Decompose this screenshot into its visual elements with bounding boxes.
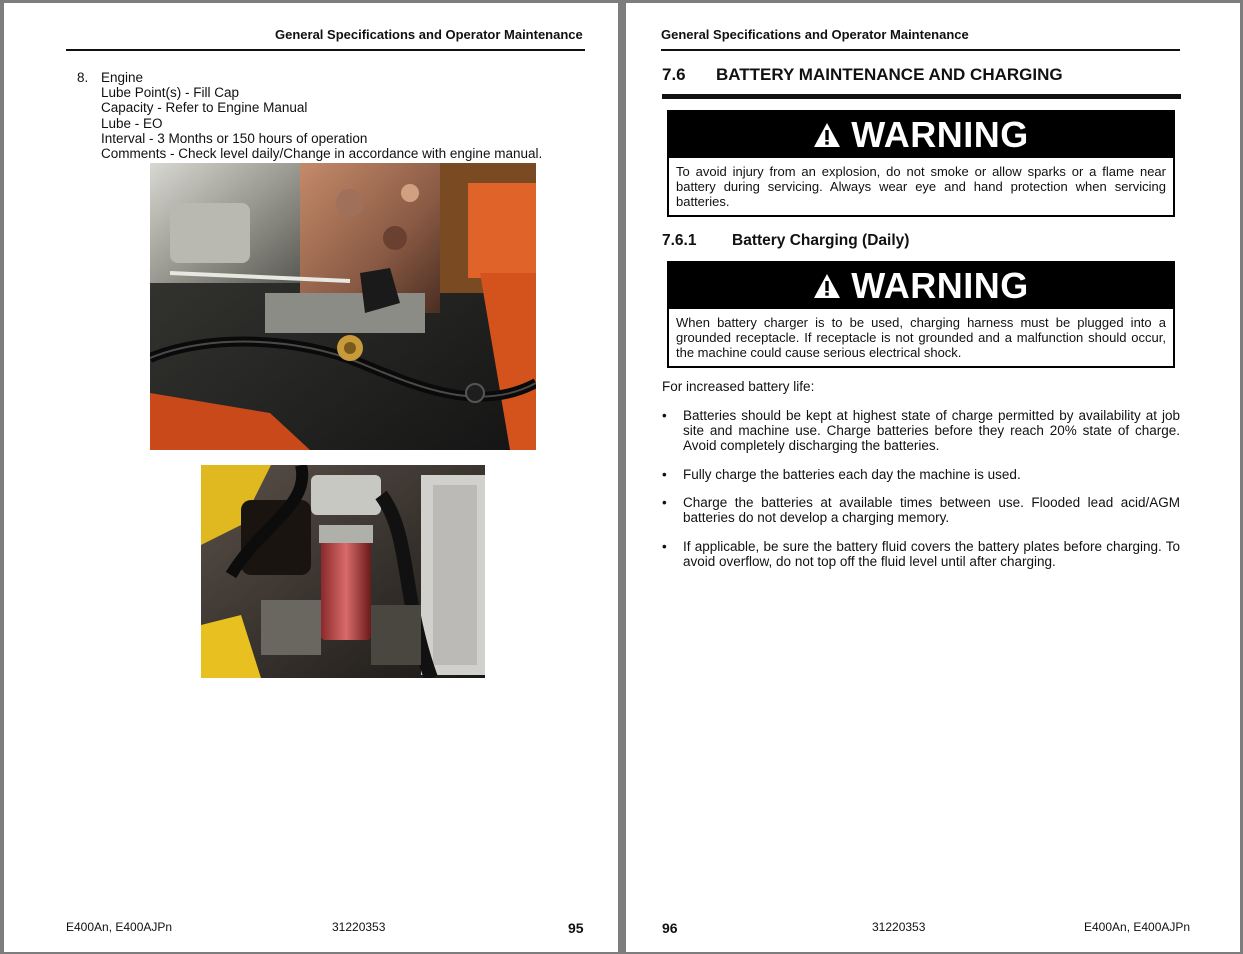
- fuel-filter-photo: [201, 465, 485, 678]
- warning-label: WARNING: [851, 265, 1029, 306]
- section-number: 7.6: [662, 65, 686, 84]
- warning-text: To avoid injury from an explosion, do not smoke or allow sparks or a flame near battery during servicing. Always wear eye and hand protection when servicing batteries.: [676, 164, 1166, 210]
- list-item-text: Charge the batteries at available times between use. Flooded lead acid/AGM batteries do not develop a charging memory.: [683, 495, 1180, 526]
- running-header: General Specifications and Operator Maintenance: [275, 27, 583, 42]
- item-number: 8.: [77, 70, 89, 85]
- bullet-marker: •: [662, 467, 667, 482]
- subsection-number: 7.6.1: [662, 232, 697, 249]
- footer-model: E400An, E400AJPn: [1084, 920, 1191, 934]
- item-title: Engine: [101, 70, 144, 85]
- warning-triangle-icon: [813, 122, 841, 148]
- page-number: 96: [662, 920, 678, 936]
- header-rule: [66, 49, 585, 51]
- footer-doc-number: 31220353: [872, 920, 926, 934]
- section-title: BATTERY MAINTENANCE AND CHARGING: [716, 65, 1063, 84]
- item-lube-point: Lube Point(s) - Fill Cap: [101, 85, 240, 101]
- footer-model: E400An, E400AJPn: [66, 920, 173, 934]
- warning-banner: [669, 112, 1173, 158]
- warning-label: WARNING: [851, 114, 1029, 155]
- item-details: [101, 70, 571, 161]
- page-96: [626, 3, 1240, 952]
- list-item-text: Batteries should be kept at highest state of charge permitted by availability at job site and machine use. Charge batteries before they reach 20% state of charge. Avoid completely discharging the batteries.: [683, 408, 1180, 454]
- intro-text: For increased battery life:: [662, 379, 815, 394]
- section-rule: [662, 94, 1181, 99]
- list-item-text: Fully charge the batteries each day the machine is used.: [683, 467, 1021, 482]
- bullet-marker: •: [662, 408, 667, 423]
- list-item-text: If applicable, be sure the battery fluid covers the battery plates before charging. To avoid overflow, do not top off the fluid level until after charging.: [683, 539, 1180, 570]
- running-header: General Specifications and Operator Maintenance: [661, 27, 969, 42]
- bullet-marker: •: [662, 539, 667, 554]
- warning-box-explosion: [667, 110, 1175, 217]
- item-comments: Comments - Check level daily/Change in accordance with engine manual.: [101, 146, 543, 162]
- engine-fill-cap-photo: [150, 163, 536, 450]
- bullet-marker: •: [662, 495, 667, 510]
- subsection-heading: [662, 232, 909, 250]
- subsection-title: Battery Charging (Daily): [732, 232, 910, 249]
- item-lube: Lube - EO: [101, 115, 163, 131]
- footer-doc-number: 31220353: [332, 920, 386, 934]
- item-capacity: Capacity - Refer to Engine Manual: [101, 100, 308, 116]
- warning-text: When battery charger is to be used, charging harness must be plugged into a grounded receptacle. If receptacle is not grounded and a malfunction should occur, the machine could cause serious electrical shock.: [676, 315, 1166, 361]
- page-95: [4, 3, 618, 952]
- section-heading: [662, 65, 1063, 85]
- warning-box-shock: [667, 261, 1175, 368]
- header-rule: [661, 49, 1180, 51]
- page-number: 95: [568, 920, 584, 936]
- item-interval: Interval - 3 Months or 150 hours of operation: [101, 130, 368, 146]
- warning-triangle-icon: [813, 273, 841, 299]
- warning-banner: [669, 263, 1173, 309]
